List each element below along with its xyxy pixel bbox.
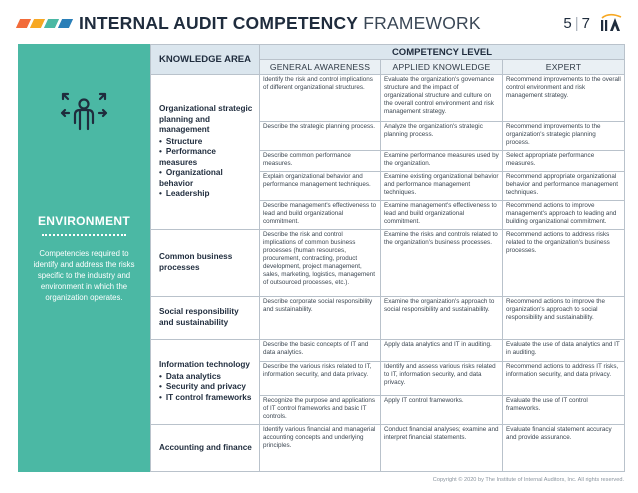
page-indicator: [563, 13, 624, 33]
bullet-item: • Organizational behavior: [159, 168, 253, 189]
title-light: FRAMEWORK: [363, 12, 481, 33]
general-awareness-cell: Describe the risk and control implications of common business processes (human resources, procurement, contracting, product development, project management, sales, marketing, logistics, management of outsourced processes, etc.).: [260, 229, 381, 296]
applied-knowledge-cell: Evaluate the organization's governance structure and the impact of organizational structure and culture on the overall control environment and risk management strategy.: [381, 75, 503, 122]
general-awareness-cell: Describe management's effectiveness to lead and build organizational commitment.: [260, 200, 381, 229]
level-header-general: GENERAL AWARENESS: [260, 60, 381, 75]
copyright: Copyright © 2020 by The Institute of Internal Auditors, Inc. All rights reserved.: [432, 477, 624, 483]
applied-knowledge-cell: Analyze the organization's strategic planning process.: [381, 122, 503, 151]
expert-cell: Recommend appropriate organizational behavior and performance management techniques.: [503, 171, 625, 200]
table-body: [151, 45, 625, 472]
header-row: [151, 45, 625, 60]
applied-knowledge-cell: Apply IT control frameworks.: [381, 395, 503, 424]
bullet-item: • Security and privacy: [159, 382, 253, 393]
expert-cell: Recommend actions to address risks related to the organization's business processes.: [503, 229, 625, 296]
level-header-applied: APPLIED KNOWLEDGE: [381, 60, 503, 75]
general-awareness-cell: Identify the risk and control implications of different organizational structures.: [260, 75, 381, 122]
expert-cell: Select appropriate performance measures.: [503, 151, 625, 171]
knowledge-area-header: KNOWLEDGE AREA: [151, 45, 260, 75]
expert-cell: Evaluate the use of IT control frameworks.: [503, 395, 625, 424]
competency-table: [150, 44, 625, 472]
expert-cell: Recommend actions to address IT risks, information security, and data privacy.: [503, 362, 625, 395]
applied-knowledge-cell: Examine management's effectiveness to lead and build organizational commitment.: [381, 200, 503, 229]
general-awareness-cell: Describe the basic concepts of IT and data analytics.: [260, 339, 381, 362]
page-separator: |: [574, 14, 579, 32]
people-arrows-icon: [60, 89, 108, 137]
applied-knowledge-cell: Examine existing organizational behavior and performance management techniques.: [381, 171, 503, 200]
knowledge-area-bullets: [159, 137, 253, 200]
environment-description: Competencies required to identify and address the risks specific to the industry and environment in which the organization operates.: [33, 249, 135, 302]
bullet-item: • Structure: [159, 137, 253, 148]
page-current: 5: [563, 14, 572, 32]
general-awareness-cell: Explain organizational behavior and performance management techniques.: [260, 171, 381, 200]
stripe-4: [58, 19, 73, 28]
page-title: [79, 13, 481, 34]
knowledge-area-name: Information technology: [159, 360, 250, 370]
applied-knowledge-cell: Apply data analytics and IT in auditing.: [381, 339, 503, 362]
knowledge-area-bullets: [159, 372, 253, 404]
competency-level-header: COMPETENCY LEVEL: [260, 45, 625, 60]
expert-cell: Recommend improvements to the organization's strategic planning process.: [503, 122, 625, 151]
brand-stripes: [18, 19, 71, 28]
bullet-item: • Performance measures: [159, 147, 253, 168]
expert-cell: Evaluate financial statement accuracy and provide assurance.: [503, 424, 625, 471]
table-row: [151, 339, 625, 362]
stripe-1: [16, 19, 31, 28]
page-number: [563, 15, 590, 32]
applied-knowledge-cell: Examine the risks and controls related to the organization's business processes.: [381, 229, 503, 296]
iia-logo-icon: [600, 13, 624, 33]
general-awareness-cell: Describe the various risks related to IT, information security, and data privacy.: [260, 362, 381, 395]
table-row: [151, 229, 625, 296]
table-row: [151, 424, 625, 471]
general-awareness-cell: Describe corporate social responsibility and sustainability.: [260, 296, 381, 339]
page-total: 7: [581, 14, 590, 32]
knowledge-area-name: Organizational strategic planning and management: [159, 104, 253, 135]
general-awareness-cell: Identify various financial and managerial accounting concepts and underlying principles.: [260, 424, 381, 471]
expert-cell: Recommend actions to improve management's approach to leading and building organizational commitment.: [503, 200, 625, 229]
bullet-item: • Leadership: [159, 189, 253, 200]
knowledge-area-cell: [151, 296, 260, 339]
knowledge-area-name: Accounting and finance: [159, 442, 252, 452]
title-bold: INTERNAL AUDIT COMPETENCY: [79, 12, 359, 33]
knowledge-area-name: Common business processes: [159, 252, 233, 272]
bullet-item: • IT control frameworks: [159, 393, 253, 404]
bullet-item: • Data analytics: [159, 372, 253, 383]
table-row: [151, 75, 625, 122]
level-header-expert: EXPERT: [503, 60, 625, 75]
knowledge-area-cell: [151, 424, 260, 471]
page-header: [18, 10, 624, 36]
environment-title: ENVIRONMENT: [38, 214, 130, 228]
general-awareness-cell: Describe the strategic planning process.: [260, 122, 381, 151]
stripe-3: [44, 19, 59, 28]
knowledge-area-cell: [151, 75, 260, 230]
environment-panel: [18, 44, 150, 472]
knowledge-area-cell: [151, 229, 260, 296]
stripe-2: [30, 19, 45, 28]
knowledge-area-cell: [151, 339, 260, 424]
dotted-divider: [42, 234, 126, 236]
table-row: [151, 296, 625, 339]
expert-cell: Recommend actions to improve the organization's approach to social responsibility and sustainability.: [503, 296, 625, 339]
applied-knowledge-cell: Conduct financial analyses; examine and interpret financial statements.: [381, 424, 503, 471]
applied-knowledge-cell: Examine performance measures used by the organization.: [381, 151, 503, 171]
general-awareness-cell: Recognize the purpose and applications of IT control frameworks and basic IT controls.: [260, 395, 381, 424]
expert-cell: Recommend improvements to the overall control environment and risk management strategy.: [503, 75, 625, 122]
expert-cell: Evaluate the use of data analytics and IT in auditing.: [503, 339, 625, 362]
knowledge-area-name: Social responsibility and sustainability: [159, 307, 239, 327]
general-awareness-cell: Describe common performance measures.: [260, 151, 381, 171]
applied-knowledge-cell: Examine the organization's approach to social responsibility and sustainability.: [381, 296, 503, 339]
applied-knowledge-cell: Identify and assess various risks related to IT, information security, and data privacy.: [381, 362, 503, 395]
